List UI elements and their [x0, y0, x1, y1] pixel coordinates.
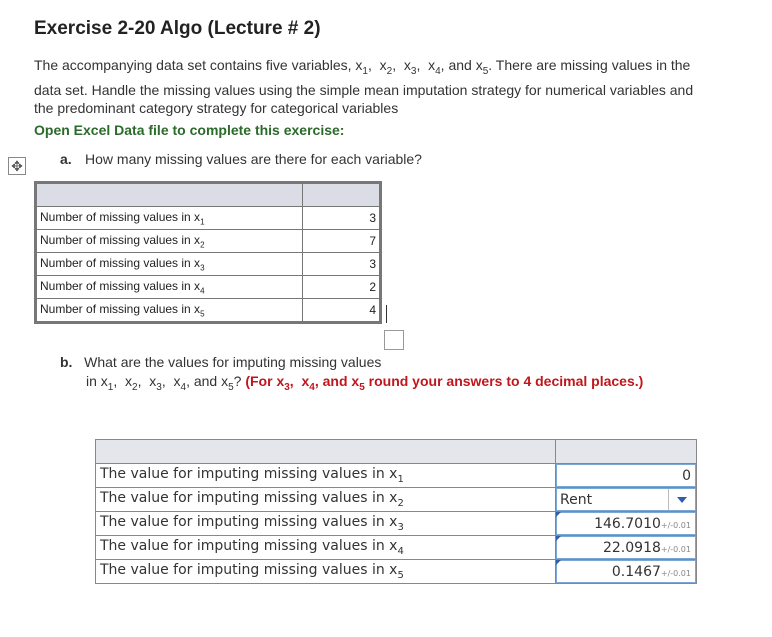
intro-text: The accompanying data set contains five variables, $x_1$, $x_2$, $x_3$, $x_4$, and $x_5$. There are missing values in the data set. Handle the missing values using the simple mean imputation strategy for numerical variables and the predominant category strategy for categorical variables [34, 57, 694, 116]
table-row: The value for imputing missing values in $x_4$ 22.0918+/-0.01 [96, 536, 697, 560]
missing-count-x4[interactable]: 2 [303, 276, 381, 299]
text-caret [386, 305, 387, 323]
missing-count-x5[interactable]: 4 [303, 299, 381, 323]
missing-count-x3[interactable]: 3 [303, 253, 381, 276]
question-b-label: b. [60, 354, 73, 370]
table-row: The value for imputing missing values in $x_3$ 146.7010+/-0.01 [96, 512, 697, 536]
impute-x3-input[interactable]: 146.7010+/-0.01 [556, 512, 696, 535]
marker-icon [556, 560, 561, 565]
answer-checkbox[interactable] [384, 330, 404, 350]
table-row: Number of missing values in $x_5$ 4 [36, 299, 381, 323]
table-row: The value for imputing missing values in $x_5$ 0.1467+/-0.01 [96, 560, 697, 584]
question-a [60, 151, 422, 169]
table-row: Number of missing values in $x_4$ 2 [36, 276, 381, 299]
question-a-text: How many missing values are there for each variable? [85, 151, 422, 167]
table-row: The value for imputing missing values in $x_1$ 0 [96, 464, 697, 488]
question-b: b. What are the values for imputing missing values in $x_1$, $x_2$, $x_3$, $x_4$, and $x_5$? (For $x_3$, $x_4$, and $x_5$ round your answers to 4 decimal places.) [60, 354, 644, 393]
impute-x1-input[interactable]: 0 [556, 464, 696, 487]
marker-icon [556, 512, 561, 517]
table-row: Number of missing values in $x_3$ 3 [36, 253, 381, 276]
missing-count-x1[interactable]: 3 [303, 207, 381, 230]
table-header-row [36, 183, 381, 207]
missing-values-table [34, 181, 382, 324]
chevron-down-icon[interactable] [668, 489, 695, 510]
move-arrows-icon[interactable]: ✥ [8, 157, 26, 175]
table-header-row [96, 440, 697, 464]
table-row: The value for imputing missing values in $x_2$ Rent [96, 488, 697, 512]
impute-x5-input[interactable]: 0.1467+/-0.01 [556, 560, 696, 583]
missing-count-x2[interactable]: 7 [303, 230, 381, 253]
question-a-label: a. [60, 151, 72, 167]
impute-x2-select[interactable]: Rent [556, 488, 696, 511]
imputation-table [95, 439, 697, 584]
page-title: Exercise 2-20 Algo (Lecture # 2) [34, 18, 321, 39]
impute-x4-input[interactable]: 22.0918+/-0.01 [556, 536, 696, 559]
table-row: Number of missing values in $x_2$ 7 [36, 230, 381, 253]
open-excel-link[interactable]: Open Excel Data file to complete this exercise: [34, 122, 345, 138]
marker-icon [556, 536, 561, 541]
table-row: Number of missing values in $x_1$ 3 [36, 207, 381, 230]
